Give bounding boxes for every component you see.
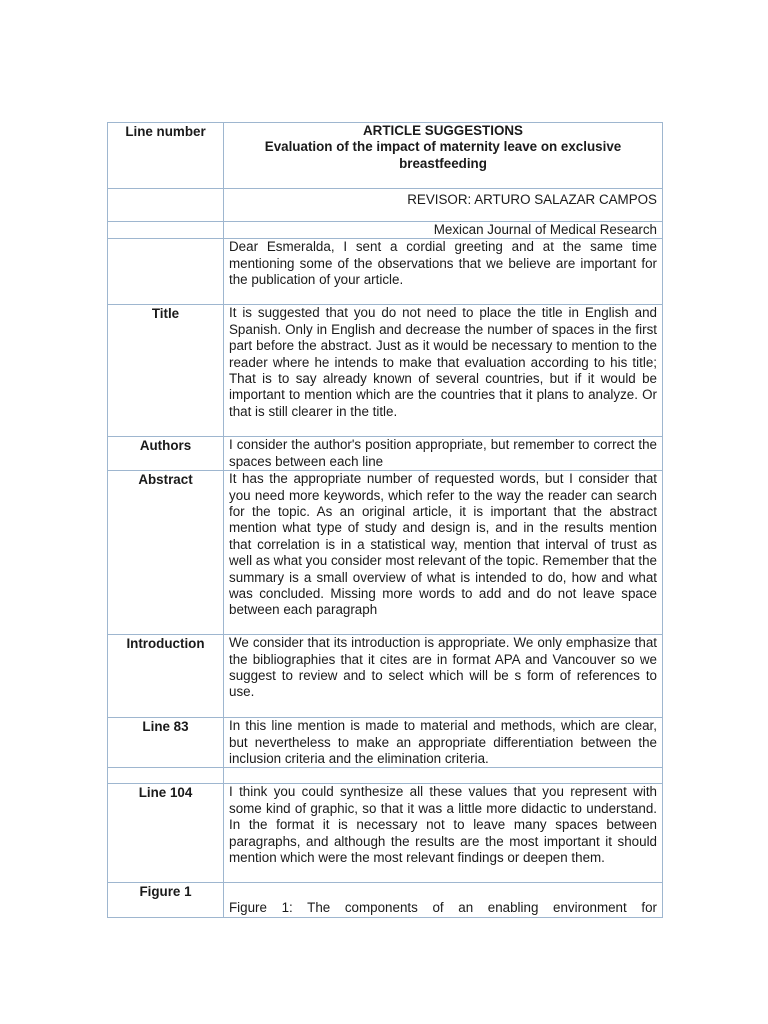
greeting-text: Dear Esmeralda, I sent a cordial greeting and at the same time mentioning some of the observations that we believe are important for the publication of your article.: [224, 239, 663, 305]
table-row: [108, 305, 663, 437]
row-text: It is suggested that you do not need to place the title in English and Spanish. Only in English and decrease the number of spaces in the first part before the abstract. Just as it would be necessary to mention to the reader where he intends to make that evaluation according to his title; That is to say already known of several countries, but if it would be important to mention which are the countries that it plans to analyze. Or that is still clearer in the title.: [224, 305, 663, 437]
table-row: [108, 784, 663, 883]
row-label: Line 83: [108, 718, 224, 768]
row-label: Introduction: [108, 635, 224, 718]
row-text: We consider that its introduction is appropriate. We only emphasize that the bibliographies that it cites are in format APA and Vancouver so we suggest to review and to select which will be s form of references to use.: [224, 635, 663, 718]
row-text: I consider the author's position appropriate, but remember to correct the spaces between each line: [224, 437, 663, 471]
revisor-cell: [224, 189, 663, 222]
table-row: [108, 635, 663, 718]
suggestions-table: [107, 122, 663, 918]
table-row: [108, 718, 663, 768]
revisor-row: [108, 189, 663, 222]
empty-cell: [108, 189, 224, 222]
row-label: Authors: [108, 437, 224, 471]
header-row: [108, 123, 663, 189]
journal-name: Mexican Journal of Medical Research: [433, 222, 657, 237]
line-number-header: Line number: [108, 123, 224, 189]
revisor-name: REVISOR: ARTURO SALAZAR CAMPOS: [407, 192, 657, 207]
greeting-row: [108, 239, 663, 305]
row-label: Line 104: [108, 784, 224, 883]
empty-cell: [108, 239, 224, 305]
article-title: Evaluation of the impact of maternity leave on exclusive breastfeeding: [264, 139, 622, 171]
row-text: In this line mention is made to material and methods, which are clear, but nevertheless to make an appropriate differentiation between the inclusion criteria and the elimination criteria.: [224, 718, 663, 768]
table-row: [108, 471, 663, 635]
table-row: [108, 883, 663, 917]
journal-row: [108, 222, 663, 239]
journal-cell: [224, 222, 663, 239]
empty-cell: [108, 222, 224, 239]
empty-cell: [224, 768, 663, 784]
row-text: It has the appropriate number of requested words, but I consider that you need more keywords, which refer to the way the reader can search for the topic. As an original article, it is important that the abstract mention what type of study and design is, and in the results mention that correlation is in a statistical way, mention that interval of trust as well as what you consider most relevant of the topic. Remember that the summary is a small overview of what is intended to do, how and what was concluded. Missing more words to add and do not leave space between each paragraph: [224, 471, 663, 635]
row-label: Abstract: [108, 471, 224, 635]
header-cell: [224, 123, 663, 189]
spacer-row: [108, 768, 663, 784]
row-text: Figure 1: The components of an enabling environment for: [224, 883, 663, 917]
row-label: Title: [108, 305, 224, 437]
article-suggestions-heading: ARTICLE SUGGESTIONS: [363, 123, 523, 138]
row-text: I think you could synthesize all these values that you represent with some kind of graphic, so that it was a little more didactic to understand. In the format it is necessary not to leave many spaces between paragraphs, and although the results are the most important it should mention which were the most relevant findings or deepen them.: [224, 784, 663, 883]
empty-cell: [108, 768, 224, 784]
table-row: [108, 437, 663, 471]
row-label: Figure 1: [108, 883, 224, 917]
